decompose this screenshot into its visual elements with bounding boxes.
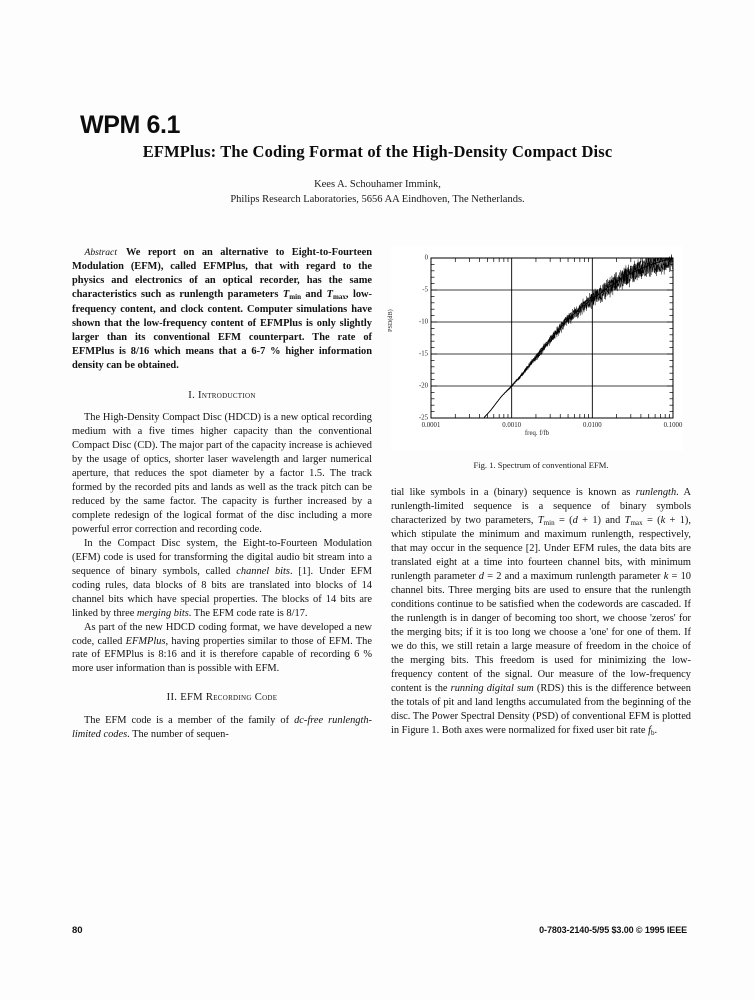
text-run: As part of the new HDCD coding format, we have developed a new code, called [72,621,372,647]
page-footer [72,925,687,936]
paragraph-intro-2 [72,537,372,621]
figure-1 [387,246,691,472]
y-axis-tick-label: -15 [418,350,428,358]
spectrum-curve [484,259,673,418]
page-title: EFMPlus: The Coding Format of the High-Density Compact Disc [142,142,613,162]
italic-term-running-digital-sum: running digital sum [450,682,534,694]
italic-term-runlength: runlength [635,486,677,498]
abstract-paragraph [72,246,372,374]
left-column [72,246,372,890]
spectrum-noise-hairs [504,258,673,394]
y-axis-tick-label: -10 [418,318,428,326]
session-id: WPM 6.1 [80,111,180,139]
y-axis-tick-label: 0 [424,254,428,262]
text-run: . A runlength-limited sequence is a sequence of binary symbols characterized by two parameters, $T_{min} = (d + 1)$ and $T_{max} = (k + 1)$, which stipulate the minimum and maximum runlength, respectively, that may occur in the sequence [2]. Under EFM rules, the data bits are translated eight at a time into fourteen channel bits, with minimum runlength parameter d = 2 and a maximum runlength parameter k = 10 channel bits. Three merging bits are used to ensure that the runlength conditions continue to be satisfied when the codewords are cascaded. If the runlength is in danger of becoming too short, we choose 'zeros' for the merging bits; if it is too long we choose a 'one' for one of them. If we do this, we still retain a large measure of freedom in the choice of the merging bits. This freedom is used for minimizing the low-frequency content of the signal. Our measure of the low-frequency content is the [391,486,691,694]
italic-term-dcfree-rll: dc-free runlength-limited codes [72,714,373,740]
x-axis-label: freq. f/fb [524,429,550,437]
psd-spectrum-chart [387,246,683,451]
paragraph-right-1 [391,486,691,738]
italic-term-channel-bits: channel bits [236,565,290,577]
text-run: (RDS) this is the difference between the totals of pit and land lengths accumulated from the beginning of the disc. The Power Spectral Density (PSD) of conventional EFM is plotted in Figure 1. Both axes were normalized for fixed user bit rate $f_b$. [391,682,691,737]
text-run: . The EFM code rate is 8/17. [188,607,308,619]
text-run: . The number of sequen- [127,728,229,740]
y-axis-tick-label: -5 [422,286,428,294]
author-affiliation: Philips Research Laboratories, 5656 AA Eindhoven, The Netherlands. [230,194,525,206]
paragraph-intro-1: The High-Density Compact Disc (HDCD) is a new optical recording medium with a five times higher capacity than the conventional Compact Disc (CD). The major part of the capacity increase is achieved by the usage of optics, shorter laser wavelength and larger numerical aperture, that reduces the spot diameter by a factor 1.5. The track formed by the recorded pits and lands as well as the track pitch can be reduced by the same factor. The capacity is further increased by a complete redesign of the logical format of the disc including a more powerful error correction and recording code. [72,411,372,535]
body-columns [72,246,691,890]
title-block [0,112,755,208]
x-axis-tick-label: 0.0010 [502,422,522,429]
section-heading-efm-recording-code: II. EFM Recording Code [166,692,278,704]
text-run: tial like symbols in a (binary) sequence is known as [391,486,636,498]
x-axis-tick-label: 0.0100 [582,422,602,429]
spectrum-envelope [484,258,673,417]
author-name: Kees A. Schouhamer Immink, [314,179,441,191]
italic-term-merging-bits: merging bits [136,607,189,619]
figure-caption: Fig. 1. Spectrum of conventional EFM. [473,460,609,470]
text-run: In the Compact Disc system, the Eight-to-Fourteen Modulation (EFM) code is used for transforming the digital audio bit stream into a sequence of binary symbols, called [72,537,372,577]
section-heading-introduction: I. Introduction [188,389,256,401]
spectrum-envelope [484,254,673,417]
right-column [387,246,691,890]
copyright-notice: 0-7803-2140-5/95 $3.00 © 1995 IEEE [539,925,687,935]
text-run: , having properties similar to those of EFM. The rate of EFMPlus is 8:16 and it is therefore capable of recording 6 % more user information than is possible with EFM. [72,635,372,675]
x-axis-tick-label: 0.0001 [421,422,441,429]
text-run: . [1]. Under EFM coding rules, data blocks of 8 bits are translated into blocks of 14 channel bits which have special properties. The blocks of 14 bits are linked by three [72,565,372,619]
y-axis-label: PSD(dB) [387,309,394,332]
x-axis-tick-label: 0.1000 [663,422,683,429]
abstract-label: Abstract [84,247,117,258]
paragraph-efm-1 [72,714,372,742]
page-number: 80 [72,925,83,936]
text-run: The EFM code is a member of the family of [83,714,295,726]
y-axis-tick-label: -20 [418,382,428,390]
paragraph-intro-3 [72,621,372,677]
abstract-text: We report on an alternative to Eight-to-Fourteen Modulation (EFM), called EFMPlus, that with regard to the physics and electronics of an optical recorder, has the same characteristics such as runlength parameters $T_{min}$ and $T_{max}$, low-frequency content, and clock content. Computer simulations have shown that the low-frequency content of EFMPlus is only slightly larger than its conventional EFM counterpart. The rate of EFMPlus is 8/16 which means that a 6-7 % higher information density can be obtained. [72,247,372,372]
y-axis-tick-label: -25 [418,414,428,422]
italic-term-efmplus: EFMPlus [125,635,166,647]
